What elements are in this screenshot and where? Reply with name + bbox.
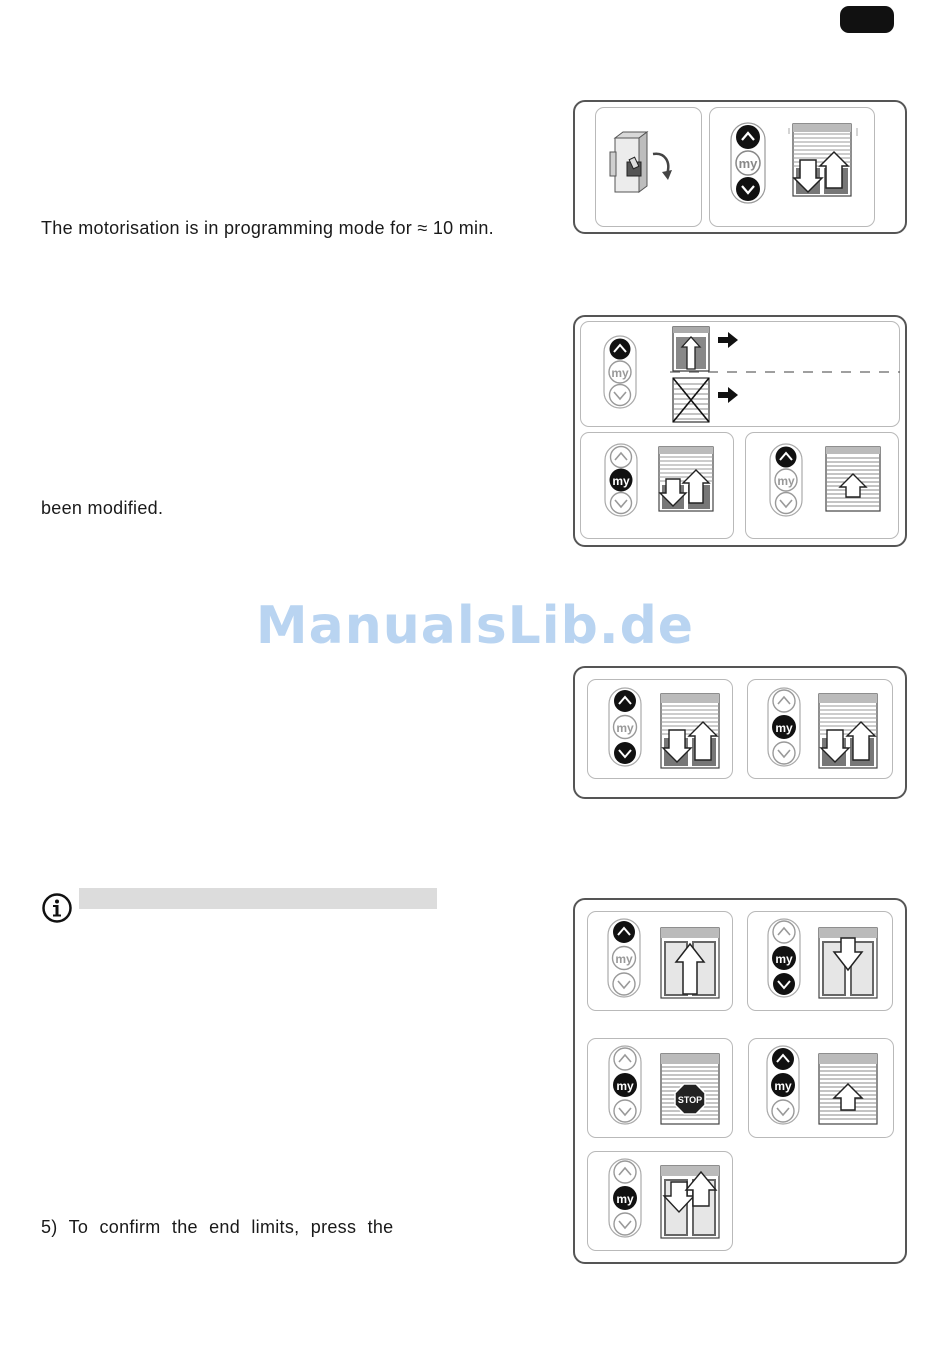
remote-control-icon: [766, 1045, 800, 1125]
blind-window-icon: [655, 1162, 725, 1240]
blind-window-icon: [786, 120, 866, 200]
remote-control-icon: [730, 122, 766, 204]
my-button-label: my: [616, 1079, 634, 1093]
paragraph-confirm-end-limits: 5) To confirm the end limits, press the: [41, 1217, 394, 1237]
page-tab: [840, 6, 894, 33]
my-button-label: my: [616, 1192, 634, 1206]
remote-control-icon: [603, 335, 637, 409]
right-arrow-icon: [718, 332, 740, 348]
remote-control-icon: [767, 687, 801, 767]
my-button-label: my: [616, 721, 634, 735]
remote-control-icon: [608, 687, 642, 767]
note-bar: [79, 888, 437, 909]
paragraph-modified: been modified.: [41, 498, 164, 518]
remote-control-icon: [608, 1158, 642, 1238]
dashed-divider: [670, 370, 900, 374]
my-button-label: my: [738, 156, 758, 171]
my-button-label: my: [774, 1079, 792, 1093]
crossed-out-icon: [671, 376, 713, 424]
stop-sign-icon: [674, 1083, 706, 1115]
paragraph-programming-mode: The motorisation is in programming mode for ≈ 10 min.: [41, 218, 494, 238]
remote-control-icon: [607, 918, 641, 998]
stop-label: STOP: [677, 1095, 703, 1105]
blind-window-icon: [822, 443, 884, 515]
my-button-label: my: [775, 721, 793, 735]
blind-window-icon: [653, 443, 723, 515]
remote-control-icon: [608, 1045, 642, 1125]
my-button-label: my: [612, 474, 630, 488]
blind-window-icon: [655, 924, 725, 1000]
info-icon: [41, 892, 73, 924]
blind-window-icon: [813, 1050, 883, 1126]
blind-window-icon: [655, 690, 725, 770]
blind-window-icon: [813, 690, 883, 770]
blind-window-icon: [671, 325, 713, 373]
my-button-label: my: [775, 952, 793, 966]
remote-control-icon: [769, 443, 803, 517]
remote-control-icon: [767, 918, 801, 998]
remote-control-icon: [604, 443, 638, 517]
watermark: ManualsLib.de: [255, 596, 695, 656]
circuit-breaker-icon: [607, 128, 677, 198]
my-button-label: my: [777, 474, 795, 488]
blind-window-icon: [813, 924, 883, 1000]
my-button-label: my: [615, 952, 633, 966]
my-button-label: my: [611, 366, 629, 380]
right-arrow-icon: [718, 387, 740, 403]
